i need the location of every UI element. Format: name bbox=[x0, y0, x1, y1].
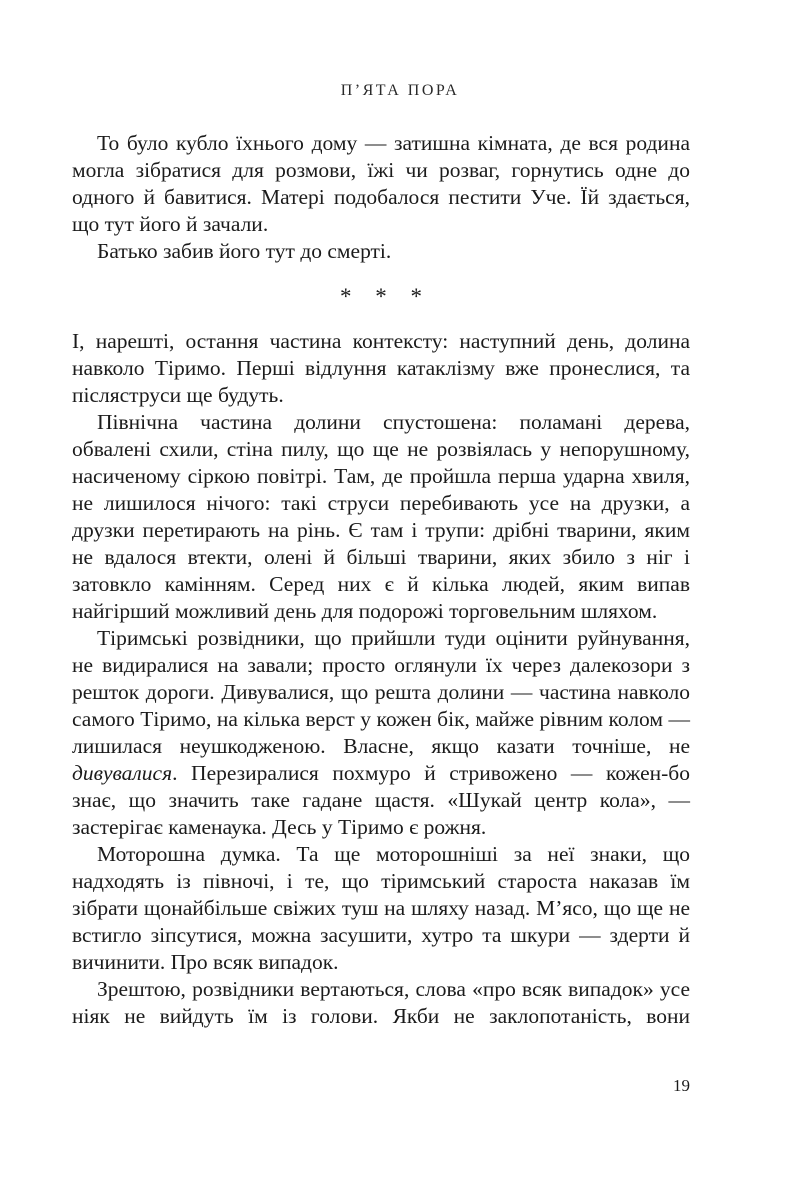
italic-text: дивувалися bbox=[72, 761, 173, 785]
body-text: І, нарешті, остання частина контексту: наступний день, долина навколо Тіримо. Перші відлуння катаклізму вже пронеслися, та післяструси ще будуть. bbox=[72, 329, 690, 407]
section-break: * * * bbox=[340, 284, 422, 309]
body-text: Зрештою, розвідники вертаються, слова «про всяк випадок» усе ніяк не вийдуть їм із голови. Якби не заклопотаність, вони bbox=[72, 977, 690, 1028]
paragraph bbox=[72, 328, 690, 409]
paragraph bbox=[72, 409, 690, 625]
text-block bbox=[72, 130, 690, 1030]
paragraph bbox=[72, 841, 690, 976]
paragraph bbox=[72, 238, 690, 265]
running-head: П’ЯТА ПОРА bbox=[340, 82, 460, 99]
body-text: Тіримські розвідники, що прийшли туди оцінити руйнування, не видиралися на завали; просто оглянули їх через далекозори з решток дороги. Дивувалися, що решта долини — частина навколо самого Тіримо, на кілька верст у кожен бік, майже рівним колом — лишилася неушкодженою. Власне, якщо казати точніше, не bbox=[72, 626, 690, 758]
paragraph bbox=[72, 976, 690, 1030]
body-text: . Перезиралися похмуро й стривожено — кожен-бо знає, що значить таке гадане щастя. «Шукай центр кола», — застерігає каменаука. Десь у Тіримо є рожня. bbox=[72, 761, 690, 839]
body-text: Моторошна думка. Та ще моторошніші за неї знаки, що надходять із півночі, і те, що тіримський староста наказав їм зібрати щонайбільше свіжих туш на шляху назад. М’ясо, що ще не встигло зіпсутися, можна засушити, хутро та шкури — здерти й вичинити. Про всяк випадок. bbox=[72, 842, 690, 974]
body-text: Північна частина долини спустошена: поламані дерева, обвалені схили, стіна пилу, що ще не розвіялась у непорушному, насиченому сіркою повітрі. Там, де пройшла перша ударна хвиля, не лишилося нічого: такі струси перебивають усе на друзки, а друзки перетирають на рінь. Є там і трупи: дрібні тварини, яким не вдалося втекти, олені й більші тварини, яких збило з ніг і затовкло камінням. Серед них є й кілька людей, яким випав найгірший можливий день для подорожі торговельним шляхом. bbox=[72, 410, 690, 623]
body-text: Батько забив його тут до смерті. bbox=[97, 239, 392, 263]
paragraph bbox=[72, 130, 690, 238]
paragraph bbox=[72, 625, 690, 841]
body-text: То було кубло їхнього дому — затишна кімната, де вся родина могла зібратися для розмови, їжі чи розваг, горнутись одне до одного й бавитися. Матері подобалося пестити Уче. Їй здається, що тут його й зачали. bbox=[72, 131, 690, 236]
page-number: 19 bbox=[673, 1076, 690, 1095]
